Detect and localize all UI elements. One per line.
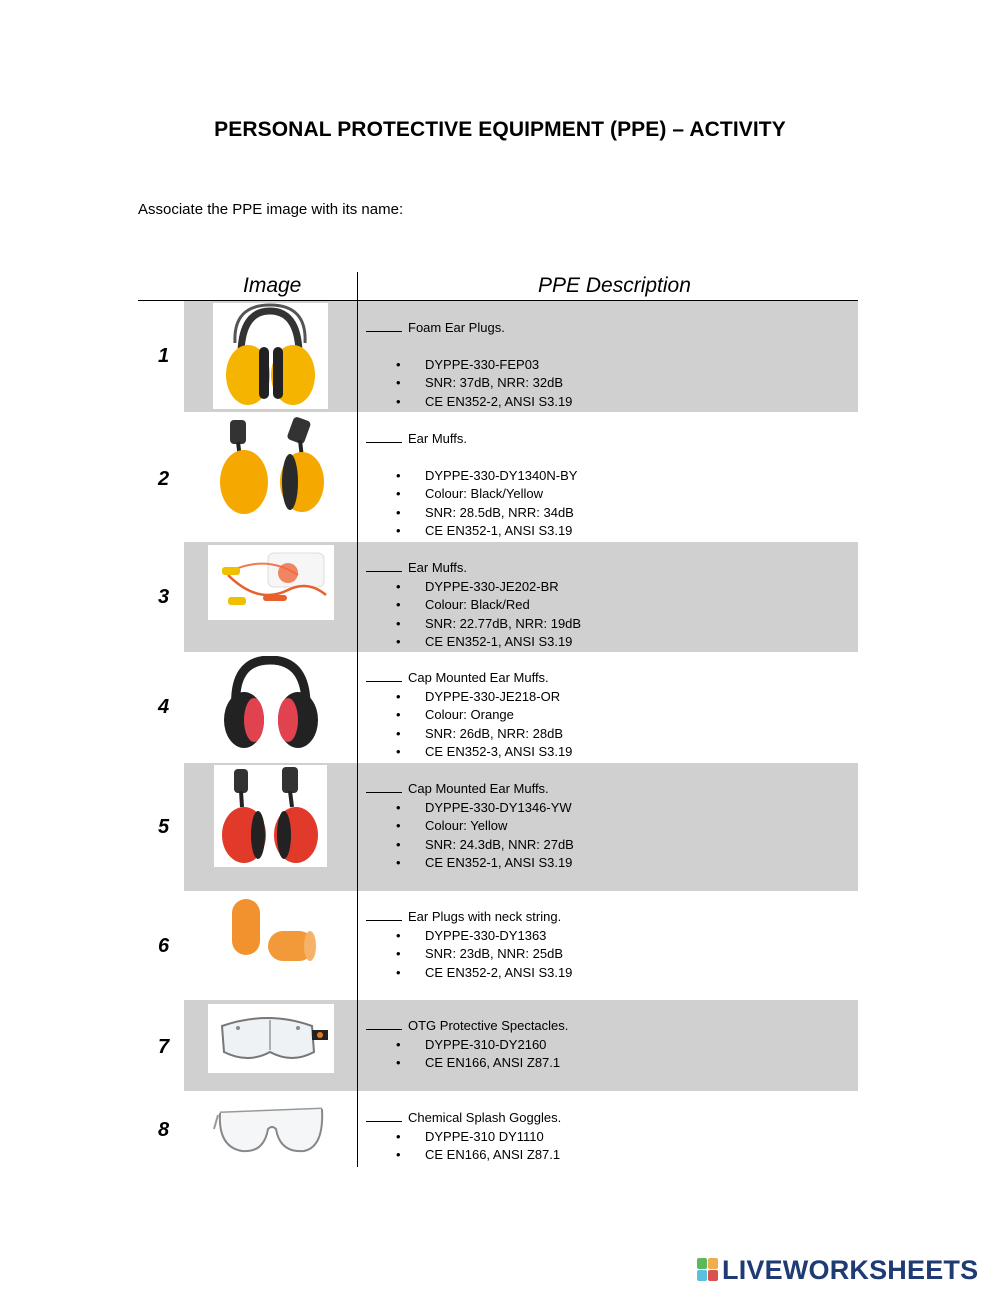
bullet-item: • CE EN352-2, ANSI S3.19: [366, 393, 572, 412]
ppe-name: Ear Plugs with neck string.: [408, 909, 562, 924]
row-description: [366, 669, 572, 762]
bullet-item: • CE EN352-1, ANSI S3.19: [366, 633, 581, 652]
ppe-name: Ear Muffs.: [408, 560, 468, 575]
splash-goggles-image: [208, 1004, 334, 1073]
row-number: 8: [158, 1119, 170, 1141]
bullet-item: • Colour: Orange: [366, 706, 572, 725]
bullet-item: • SNR: 37dB, NRR: 32dB: [366, 374, 572, 393]
bullet-item: • SNR: 24.3dB, NNR: 27dB: [366, 836, 574, 855]
table-row: [138, 542, 858, 652]
answer-blank[interactable]: [366, 319, 402, 332]
bullet-item: • CE EN352-1, ANSI S3.19: [366, 854, 574, 873]
bullet-item: • DYPPE-330-JE218-OR: [366, 688, 572, 707]
liveworksheets-logo: [697, 1253, 978, 1287]
yellow-earmuffs-image: [213, 303, 328, 409]
black-red-earmuffs-image: [218, 656, 323, 756]
answer-blank[interactable]: [366, 669, 402, 682]
bullet-item: • CE EN352-1, ANSI S3.19: [366, 522, 577, 541]
column-divider: [357, 272, 358, 1167]
bullet-item: • DYPPE-330-JE202-BR: [366, 578, 581, 597]
table-row: [138, 1091, 858, 1167]
bullet-item: • DYPPE-330-FEP03: [366, 356, 572, 375]
bullet-item: • CE EN166, ANSI Z87.1: [366, 1146, 561, 1165]
table-row: [138, 1000, 858, 1091]
row-description: [366, 780, 574, 873]
logo-icon: [697, 1258, 719, 1282]
row-number: 5: [158, 816, 170, 838]
bullet-item: • SNR: 26dB, NRR: 28dB: [366, 725, 572, 744]
answer-blank[interactable]: [366, 780, 402, 793]
row-description: [366, 319, 572, 411]
ear-plugs-with-neck-string-image: [208, 545, 334, 620]
bullet-item: • SNR: 28.5dB, NRR: 34dB: [366, 504, 577, 523]
bullet-item: • Colour: Black/Yellow: [366, 485, 577, 504]
answer-blank[interactable]: [366, 430, 402, 443]
row-description: [366, 430, 577, 541]
bullet-item: • DYPPE-330-DY1363: [366, 927, 572, 946]
answer-blank[interactable]: [366, 908, 402, 921]
ppe-name: Foam Ear Plugs.: [408, 320, 505, 335]
header-description: PPE Description: [538, 274, 691, 297]
ppe-name: Cap Mounted Ear Muffs.: [408, 781, 549, 796]
bullet-item: • CE EN352-3, ANSI S3.19: [366, 743, 572, 762]
bullet-item: • DYPPE-330-DY1340N-BY: [366, 467, 577, 486]
table-row: [138, 652, 858, 763]
row-number: 7: [158, 1036, 170, 1058]
orange-foam-ear-plugs-image: [218, 893, 322, 977]
ppe-name: Cap Mounted Ear Muffs.: [408, 670, 549, 685]
table-row: [138, 891, 858, 1000]
bullet-item: • SNR: 22.77dB, NRR: 19dB: [366, 615, 581, 634]
instruction-text: Associate the PPE image with its name:: [138, 201, 404, 218]
answer-blank[interactable]: [366, 559, 402, 572]
row-number: 6: [158, 935, 170, 957]
clear-spectacles-image: [212, 1095, 330, 1163]
ppe-name: OTG Protective Spectacles.: [408, 1018, 569, 1033]
table-row: [138, 301, 858, 412]
bullet-item: • Colour: Yellow: [366, 817, 574, 836]
bullet-item: • CE EN352-2, ANSI S3.19: [366, 964, 572, 983]
answer-blank[interactable]: [366, 1109, 402, 1122]
row-description: [366, 1109, 561, 1165]
bullet-item: • DYPPE-310 DY1110: [366, 1128, 561, 1147]
row-number: 1: [158, 345, 170, 367]
row-number: 3: [158, 586, 170, 608]
answer-blank[interactable]: [366, 1017, 402, 1030]
yellow-cap-mounted-earmuffs-image: [218, 416, 328, 522]
row-number: 2: [158, 468, 170, 490]
bullet-item: • DYPPE-310-DY2160: [366, 1036, 568, 1055]
bullet-item: • CE EN166, ANSI Z87.1: [366, 1054, 568, 1073]
row-description: [366, 908, 572, 982]
header-image: Image: [243, 274, 302, 297]
ppe-name: Ear Muffs.: [408, 431, 468, 446]
row-number: 4: [158, 696, 170, 718]
row-description: [366, 559, 581, 652]
table-row: [138, 412, 858, 542]
table-row: [138, 763, 858, 891]
bullet-item: • DYPPE-330-DY1346-YW: [366, 799, 574, 818]
bullet-item: • Colour: Black/Red: [366, 596, 581, 615]
red-cap-mounted-earmuffs-image: [214, 765, 327, 867]
row-description: [366, 1017, 568, 1073]
bullet-item: • SNR: 23dB, NNR: 25dB: [366, 945, 572, 964]
page-title: PERSONAL PROTECTIVE EQUIPMENT (PPE) – ACTIVITY: [214, 118, 786, 141]
ppe-name: Chemical Splash Goggles.: [408, 1110, 562, 1125]
logo-text: LIVEWORKSHEETS: [722, 1254, 979, 1285]
